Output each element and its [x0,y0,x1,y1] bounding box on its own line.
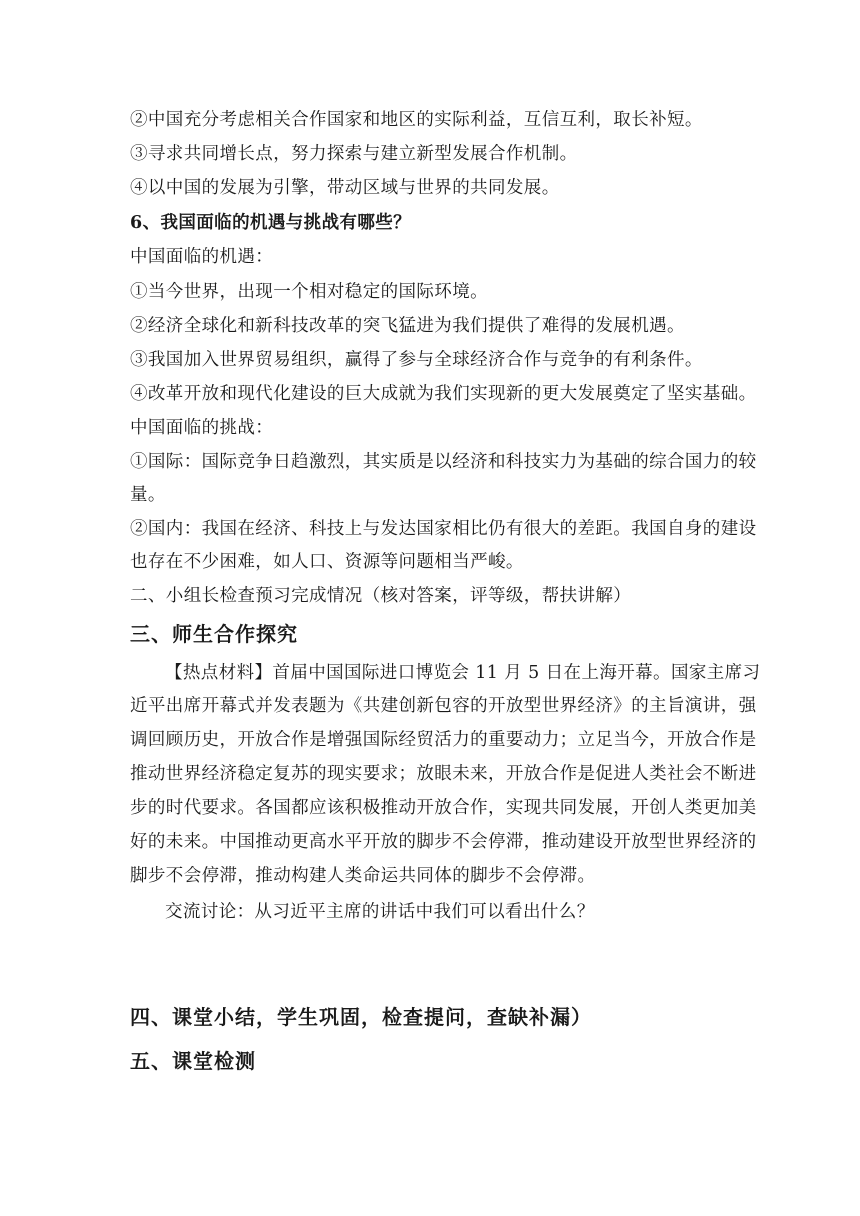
text-line: 量。 [130,485,166,505]
section-heading: 五、课堂检测 [130,1049,256,1073]
text-line: 好的未来。中国推动更高水平开放的脚步不会停滞，推动建设开放型世界经济的 [130,832,757,852]
text-line: 二、小组长检查预习完成情况（核对答案，评等级，帮扶讲解） [130,586,632,606]
text-line: ③寻求共同增长点，努力探索与建立新型发展合作机制。 [130,144,578,164]
text-line: ④改革开放和现代化建设的巨大成就为我们实现新的更大发展奠定了坚实基础。 [130,384,757,404]
section-heading: 三、师生合作探究 [130,622,298,646]
text-line: ②中国充分考虑相关合作国家和地区的实际利益，互信互利，取长补短。 [130,110,703,130]
text-line: ②经济全球化和新科技改革的突飞猛进为我们提供了难得的发展机遇。 [130,316,685,336]
text-line: ②国内：我国在经济、科技上与发达国家相比仍有很大的差距。我国自身的建设 [130,519,757,539]
text-line: ③我国加入世界贸易组织，赢得了参与全球经济合作与竞争的有利条件。 [130,350,703,370]
text-line: 推动世界经济稳定复苏的现实要求；放眼未来，开放合作是促进人类社会不断进 [130,764,757,784]
text-line: 交流讨论：从习近平主席的讲话中我们可以看出什么？ [165,902,595,922]
text-line: ④以中国的发展为引擎，带动区域与世界的共同发展。 [130,178,560,198]
text-line: 中国面临的机遇： [130,247,274,267]
text-line: ①当今世界，出现一个相对稳定的国际环境。 [130,282,488,302]
text-line: 也存在不少困难，如人口、资源等问题相当严峻。 [130,552,524,572]
text-line: 调回顾历史，开放合作是增强国际经贸活力的重要动力；立足当今，开放合作是 [130,730,757,750]
text-line: ①国际：国际竞争日趋激烈，其实质是以经济和科技实力为基础的综合国力的较 [130,452,757,472]
text-line: 中国面临的挑战： [130,418,274,438]
text-line: 【热点材料】首届中国国际进口博览会 11 月 5 日在上海开幕。国家主席习 [165,663,761,683]
question-heading: 6、我国面临的机遇与挑战有哪些？ [130,213,412,233]
text-line: 近平出席开幕式并发表题为《共建创新包容的开放型世界经济》的主旨演讲，强 [130,696,757,716]
section-heading: 四、课堂小结，学生巩固，检查提问，查缺补漏） [130,1005,592,1029]
text-line: 脚步不会停滞，推动构建人类命运共同体的脚步不会停滞。 [130,866,596,886]
text-line: 步的时代要求。各国都应该积极推动开放合作，实现共同发展，开创人类更加美 [130,798,757,818]
